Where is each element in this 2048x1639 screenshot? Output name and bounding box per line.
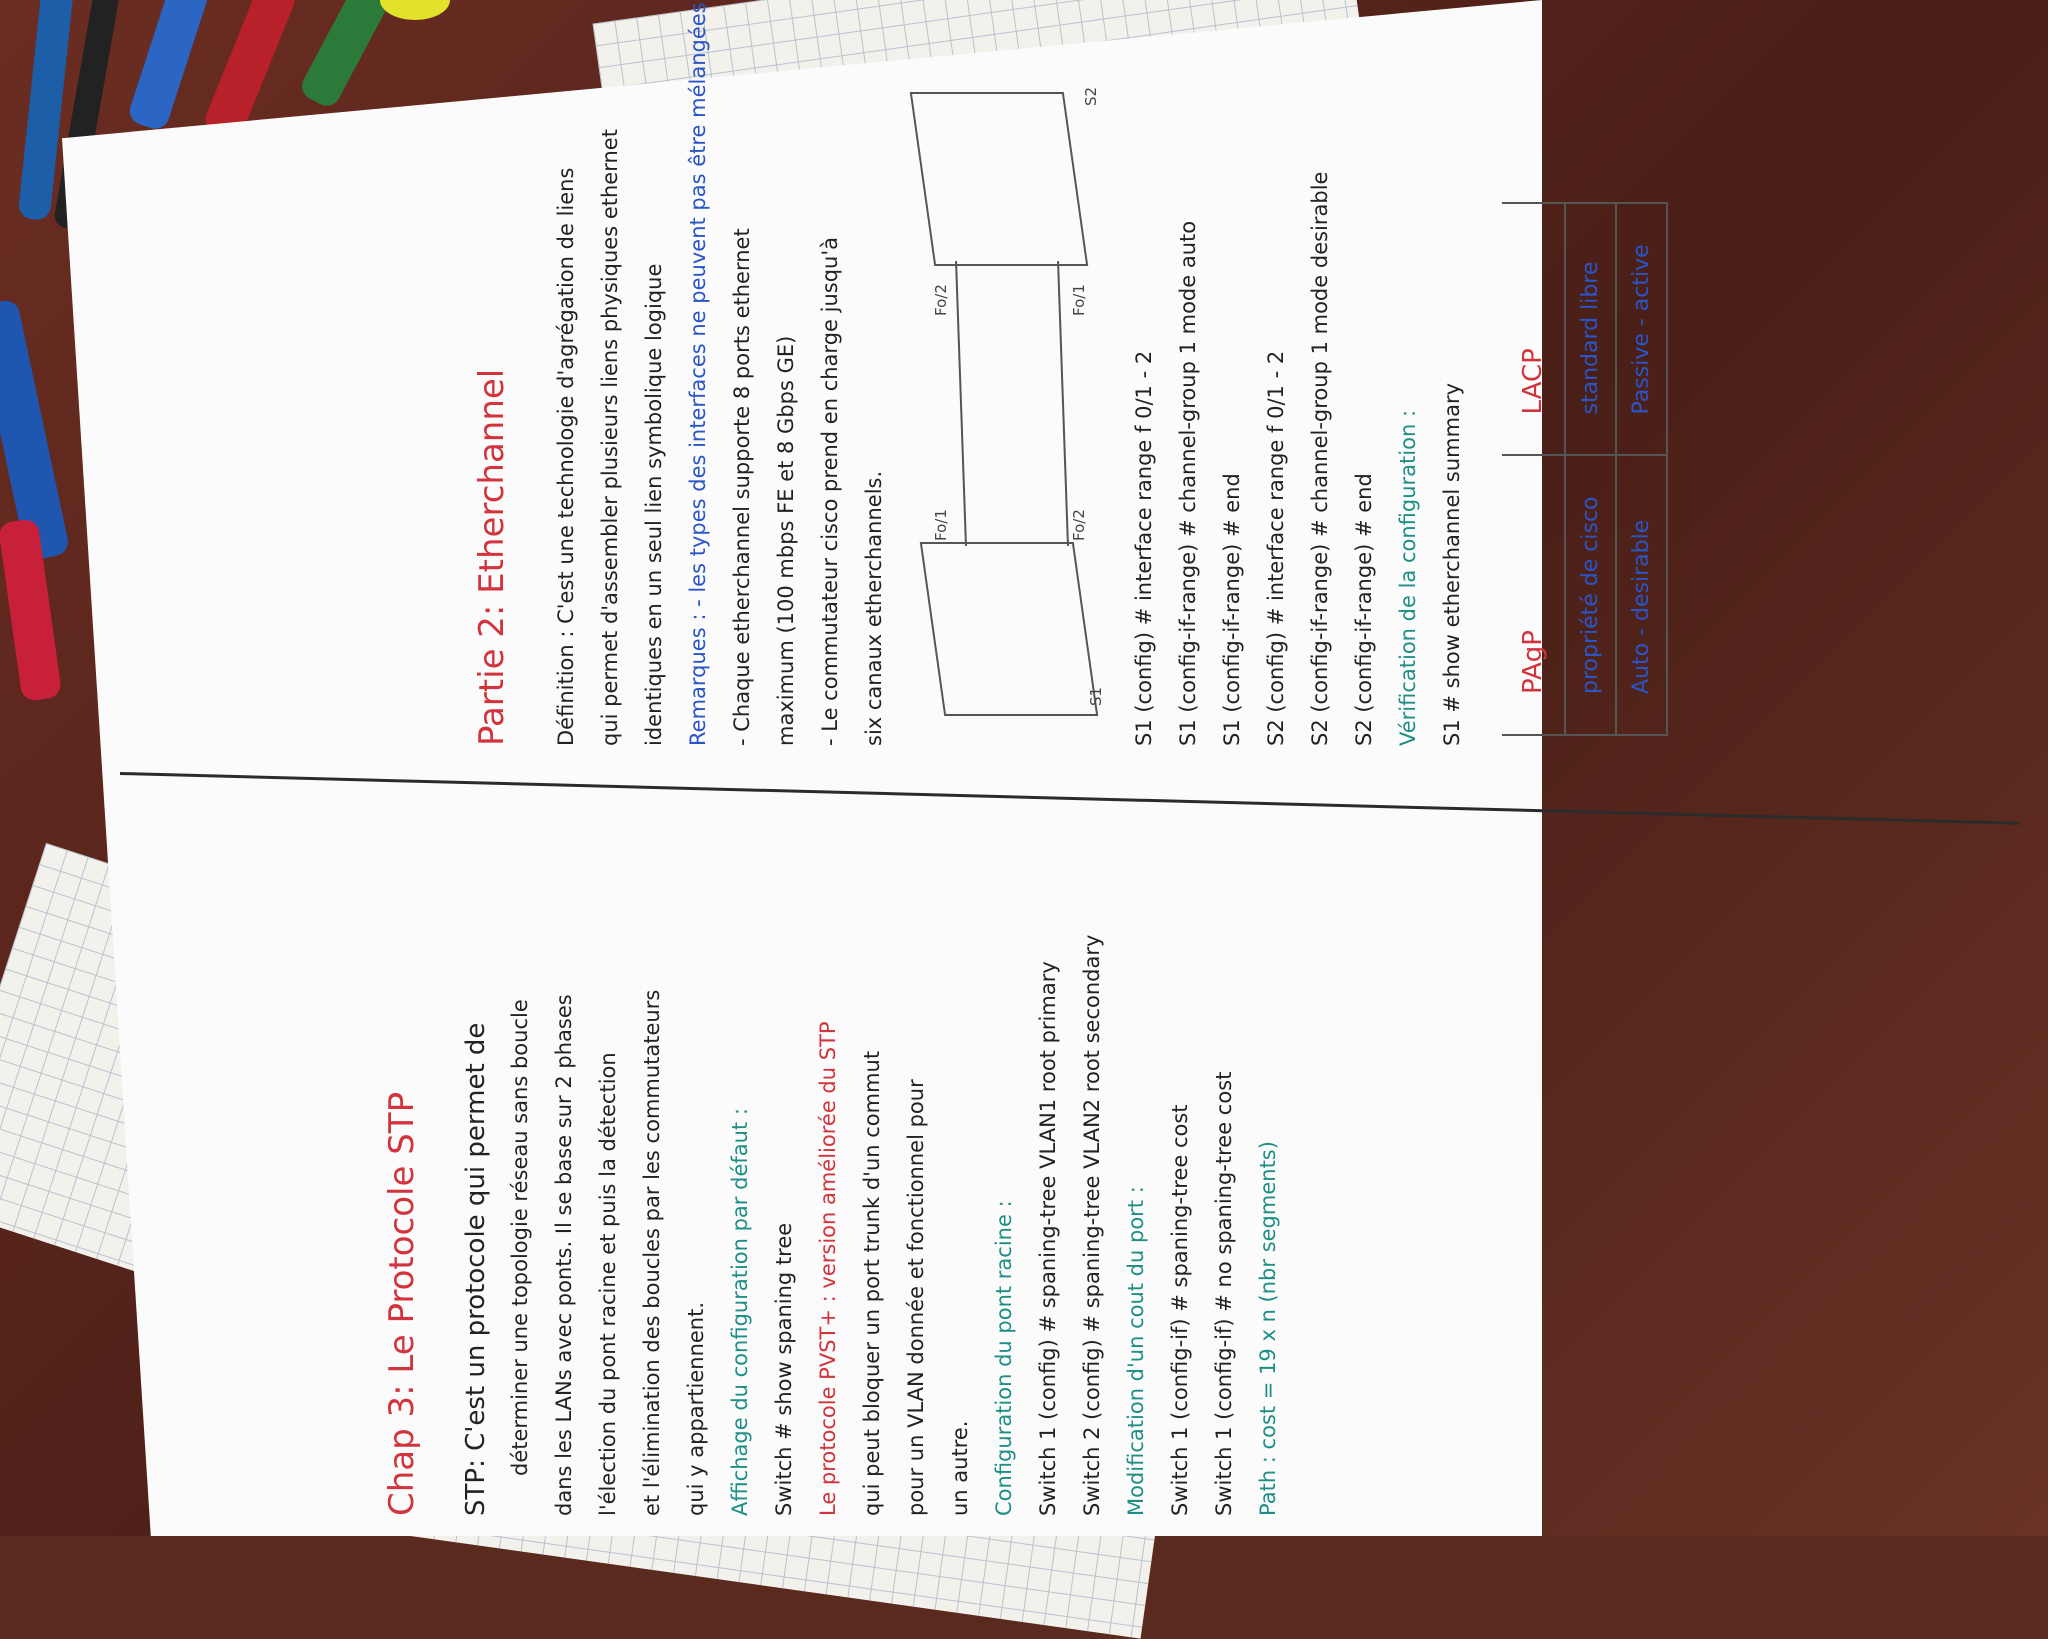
- note-line: identiques en un seul lien symbolique logique: [642, 263, 666, 746]
- note-line: un autre.: [948, 1420, 972, 1516]
- note-heading: Affichage du configuration par défaut :: [728, 1108, 752, 1516]
- note-line: - Le commutateur cisco prend en charge jusqu'à: [818, 237, 842, 746]
- note-heading: Configuration du pont racine :: [992, 1200, 1016, 1516]
- table-cell: standard libre: [1565, 203, 1616, 455]
- note-line: Switch # show spaning tree: [772, 1222, 796, 1516]
- note-line: qui peut bloquer un port trunk d'un commut: [860, 1050, 884, 1516]
- handwritten-notes: [294, 0, 1754, 1536]
- note-line: six canaux etherchannels.: [862, 470, 886, 746]
- note-line: Switch 2 (config) # spaning-tree VLAN2 root secondary: [1080, 934, 1104, 1516]
- right-page-title: Partie 2: Etherchannel: [472, 368, 512, 746]
- switch-label: S2: [1082, 86, 1100, 106]
- note-line: Switch 1 (config-if) # no spaning-tree cost: [1212, 1071, 1236, 1516]
- note-heading: Le protocole PVST+ : version améliorée du STP: [816, 1021, 840, 1516]
- note-line: Switch 1 (config-if) # spaning-tree cost: [1168, 1104, 1192, 1516]
- note-line: S2 (config-if-range) # channel-group 1 mode desirable: [1308, 171, 1332, 746]
- note-line: Path : cost = 19 x n (nbr segments): [1256, 1141, 1280, 1516]
- note-line: et l'élimination des boucles par les commutateurs: [640, 989, 664, 1516]
- switch-box: [920, 542, 1098, 716]
- port-label: Fo/2: [932, 284, 950, 316]
- note-line: qui y appartiennent.: [684, 1301, 708, 1516]
- table-header: LACP: [1502, 203, 1565, 455]
- note-line: S2 (config-if-range) # end: [1352, 473, 1376, 746]
- link-line: [955, 261, 967, 546]
- note-line: l'élection du pont racine et puis la détection: [596, 1052, 620, 1516]
- table-header: PAgP: [1502, 455, 1565, 735]
- note-line: S1 # show etherchannel summary: [1440, 382, 1464, 746]
- note-line: Switch 1 (config) # spaning-tree VLAN1 root primary: [1036, 961, 1060, 1516]
- left-page-notes: [374, 816, 1290, 1516]
- note-line: STP: C'est un protocole qui permet de: [461, 1022, 491, 1516]
- note-line: S2 (config) # interface range f 0/1 - 2: [1264, 350, 1288, 746]
- switch-label: S1: [1087, 686, 1105, 706]
- note-line: S1 (config) # interface range f 0/1 - 2: [1132, 350, 1156, 746]
- note-heading: Modification d'un cout du port :: [1124, 1186, 1148, 1516]
- note-line: déterminer une topologie réseau sans boucle: [508, 999, 532, 1476]
- note-line: S1 (config-if-range) # end: [1220, 473, 1244, 746]
- note-heading: Vérification de la configuration :: [1396, 409, 1420, 746]
- table-cell: Passive - active: [1616, 203, 1667, 455]
- note-line: pour un VLAN donnée et fonctionnel pour: [904, 1079, 928, 1516]
- note-line: S1 (config-if-range) # channel-group 1 mode auto: [1176, 220, 1200, 746]
- note-line: maximum (100 mbps FE et 8 Gbps GE): [774, 335, 798, 746]
- note-heading: Remarques : - les types des interfaces ne peuvent pas être mélangées: [686, 2, 710, 746]
- port-label: Fo/1: [1070, 284, 1088, 316]
- left-page-lines: [454, 816, 1290, 1516]
- port-label: Fo/1: [932, 509, 950, 541]
- left-page-title: Chap 3: Le Protocole STP: [382, 1091, 422, 1516]
- link-line: [1057, 261, 1069, 546]
- table-cell: propriété de cisco: [1565, 455, 1616, 735]
- note-line: - Chaque etherchannel supporte 8 ports ethernet: [730, 228, 754, 746]
- table-cell: Auto - desirable: [1616, 455, 1667, 735]
- etherchannel-diagram: [902, 26, 1112, 746]
- pagp-lacp-table: [1502, 202, 1668, 736]
- note-line: qui permet d'assembler plusieurs liens physiques ethernet: [598, 129, 622, 746]
- port-label: Fo/2: [1070, 509, 1088, 541]
- table-row: [1565, 203, 1616, 735]
- note-line: dans les LANs avec ponts. Il se base sur 2 phases: [552, 994, 576, 1516]
- note-line: Définition : C'est une technologie d'agrégation de liens: [554, 167, 578, 746]
- right-page-notes: [464, 2, 1668, 746]
- table-row: [1616, 203, 1667, 735]
- switch-box: [910, 92, 1088, 266]
- table-header-row: [1502, 203, 1565, 735]
- pen: [126, 0, 213, 132]
